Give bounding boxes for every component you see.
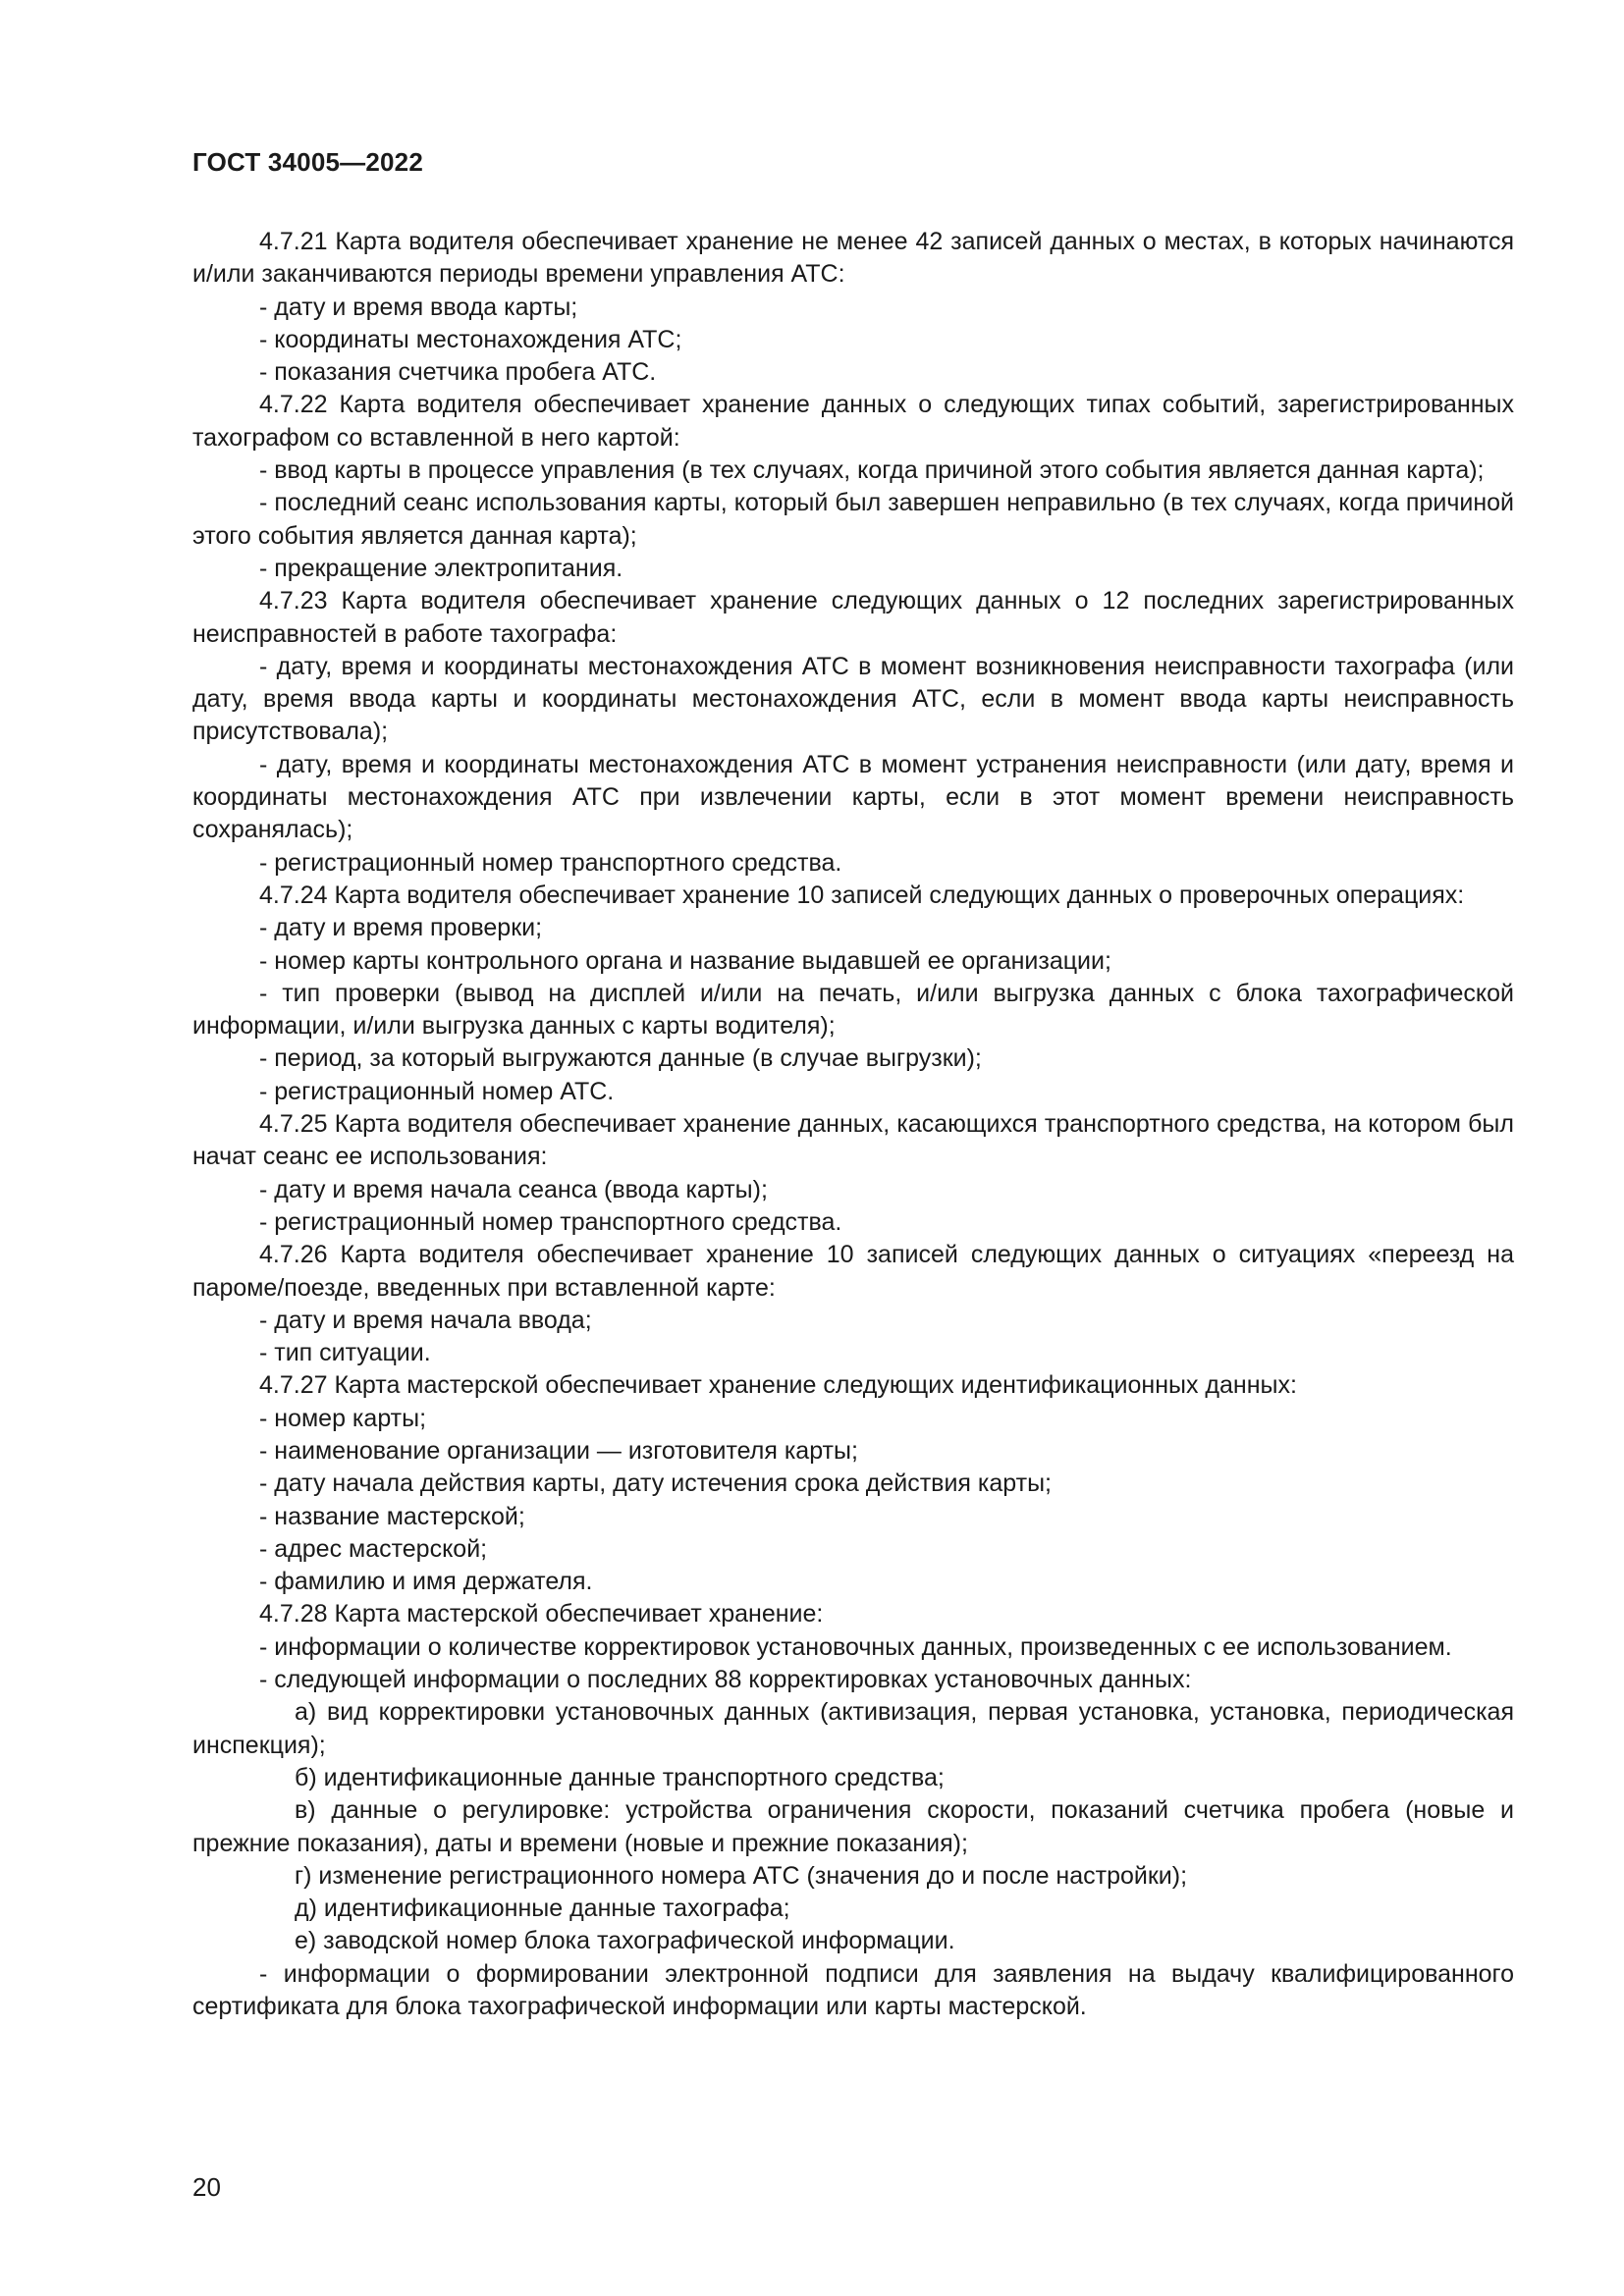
- paragraph: - дату и время начала ввода;: [259, 1306, 592, 1334]
- paragraph: - дату, время и координаты местонахождения АТС в момент устранения неисправности (или дату, время и координаты местонахождения АТС при извлечении карты, если в этот момент времени неисправность сохранялась);: [192, 750, 1514, 844]
- paragraph: - название мастерской;: [259, 1502, 525, 1530]
- paragraph: - тип проверки (вывод на дисплей и/или на печать, и/или выгрузка данных с блока тахографической информации, и/или выгрузка данных с карты водителя);: [192, 979, 1514, 1041]
- paragraph: - регистрационный номер транспортного средства.: [259, 848, 842, 877]
- paragraph: - дату, время и координаты местонахождения АТС в момент возникновения неисправности тахографа (или дату, время ввода карты и координаты местонахождения АТС, если в момент ввода карты неисправность присутствовала);: [192, 652, 1514, 746]
- paragraph: 4.7.24 Карта водителя обеспечивает хранение 10 записей следующих данных о проверочных операциях:: [259, 881, 1465, 909]
- document-body: [192, 226, 1514, 2023]
- paragraph: - период, за который выгружаются данные (в случае выгрузки);: [259, 1044, 982, 1073]
- paragraph: - координаты местонахождения АТС;: [259, 325, 682, 353]
- paragraph: - дату и время ввода карты;: [259, 293, 578, 321]
- paragraph: 4.7.26 Карта водителя обеспечивает хранение 10 записей следующих данных о ситуациях «переезд на пароме/поезде, введенных при вставленной карте:: [192, 1241, 1514, 1302]
- sub-list-item: в) данные о регулировке: устройства ограничения скорости, показаний счетчика пробега (новые и прежние показания), даты и времени (новые и прежние показания);: [192, 1796, 1514, 1857]
- paragraph: - дату и время проверки;: [259, 914, 543, 942]
- paragraph: - ввод карты в процессе управления (в тех случаях, когда причиной этого события является данная карта);: [259, 456, 1485, 485]
- paragraph: 4.7.23 Карта водителя обеспечивает хранение следующих данных о 12 последних зарегистрированных неисправностей в работе тахографа:: [192, 587, 1514, 648]
- paragraph: 4.7.28 Карта мастерской обеспечивает хранение:: [259, 1600, 824, 1629]
- sub-list-item: д) идентификационные данные тахографа;: [295, 1895, 790, 1923]
- paragraph: - дату и время начала сеанса (ввода карты);: [259, 1175, 768, 1203]
- paragraph: 4.7.22 Карта водителя обеспечивает хранение данных о следующих типах событий, зарегистрированных тахографом со вставленной в него картой:: [192, 391, 1514, 452]
- paragraph: 4.7.25 Карта водителя обеспечивает хранение данных, касающихся транспортного средства, на котором был начат сеанс ее использования:: [192, 1110, 1514, 1171]
- paragraph: - фамилию и имя держателя.: [259, 1568, 593, 1596]
- paragraph: - следующей информации о последних 88 корректировках установочных данных:: [259, 1666, 1192, 1694]
- paragraph: - прекращение электропитания.: [259, 554, 623, 582]
- page-number: 20: [192, 2172, 221, 2202]
- paragraph: - адрес мастерской;: [259, 1534, 488, 1563]
- paragraph: - информации о количестве корректировок установочных данных, произведенных с ее использованием.: [259, 1632, 1452, 1661]
- paragraph: - тип ситуации.: [259, 1339, 431, 1367]
- paragraph: - последний сеанс использования карты, который был завершен неправильно (в тех случаях, когда причиной этого события является данная карта);: [192, 489, 1514, 550]
- document-header: ГОСТ 34005—2022: [192, 147, 423, 177]
- paragraph: - информации о формировании электронной подписи для заявления на выдачу квалифицированного сертификата для блока тахографической информации или карты мастерской.: [192, 1959, 1514, 2021]
- sub-list-item: г) изменение регистрационного номера АТС (значения до и после настройки);: [295, 1861, 1188, 1890]
- paragraph: - номер карты контрольного органа и название выдавшей ее организации;: [259, 946, 1111, 975]
- sub-list-item: б) идентификационные данные транспортного средства;: [295, 1763, 945, 1791]
- paragraph: - дату начала действия карты, дату истечения срока действия карты;: [259, 1469, 1053, 1498]
- paragraph: - наименование организации — изготовителя карты;: [259, 1436, 858, 1465]
- paragraph: - показания счетчика пробега АТС.: [259, 358, 657, 387]
- paragraph: - регистрационный номер транспортного средства.: [259, 1207, 842, 1236]
- paragraph: - регистрационный номер АТС.: [259, 1077, 615, 1105]
- paragraph: 4.7.27 Карта мастерской обеспечивает хранение следующих идентификационных данных:: [259, 1371, 1297, 1400]
- paragraph: 4.7.21 Карта водителя обеспечивает хранение не менее 42 записей данных о местах, в которых начинаются и/или заканчиваются периоды времени управления АТС:: [192, 228, 1514, 289]
- paragraph: - номер карты;: [259, 1404, 427, 1432]
- sub-list-item: е) заводской номер блока тахографической информации.: [295, 1927, 955, 1955]
- sub-list-item: а) вид корректировки установочных данных (активизация, первая установка, установка, периодическая инспекция);: [192, 1698, 1514, 1759]
